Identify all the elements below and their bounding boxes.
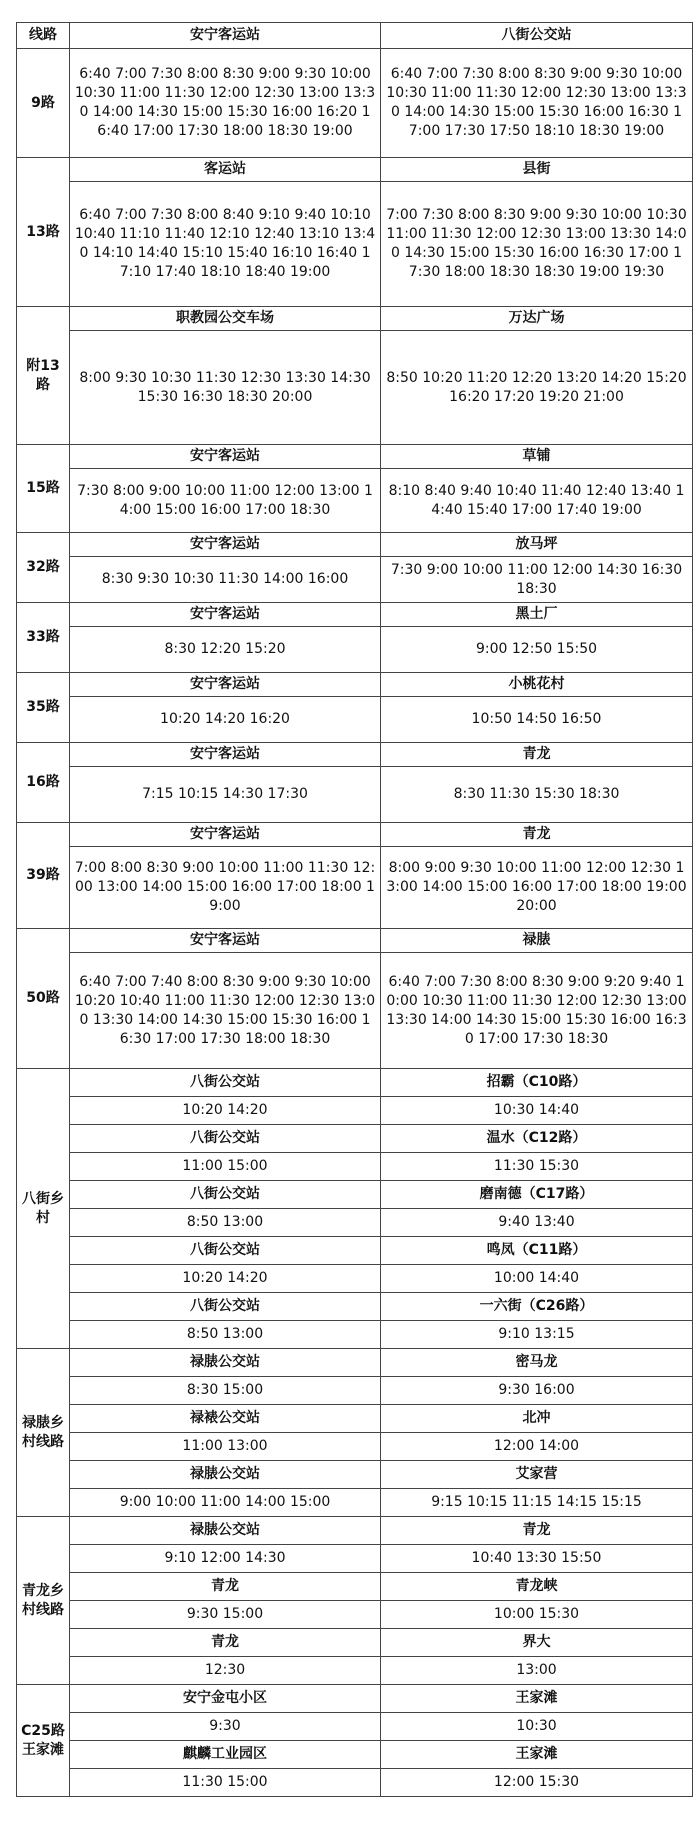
lubiao-times-2-dir2: 9:15 10:15 11:15 14:15 15:15 (381, 1489, 693, 1517)
station-33-dir1: 安宁客运站 (70, 603, 381, 627)
route-name-16: 16路 (17, 743, 70, 823)
bajie-station-2-dir2: 磨南德（C17路） (381, 1181, 693, 1209)
bajie-times-3-dir1: 10:20 14:20 (70, 1265, 381, 1293)
lubiao-times-0-dir1: 8:30 15:00 (70, 1377, 381, 1405)
station-39-dir2: 青龙 (381, 823, 693, 847)
route-name-32: 32路 (17, 533, 70, 603)
bajie-times-0-dir2: 10:30 14:40 (381, 1097, 693, 1125)
qinglong-row-2-times (17, 1657, 693, 1685)
station-33-dir2: 黑土厂 (381, 603, 693, 627)
station-15-dir1: 安宁客运站 (70, 445, 381, 469)
route-row-13a-stations (17, 307, 693, 331)
c25-row-0-times (17, 1713, 693, 1741)
bajie-times-4-dir1: 8:50 13:00 (70, 1321, 381, 1349)
route-row-50-stations (17, 929, 693, 953)
c25-row-1-times (17, 1769, 693, 1797)
station-16-dir1: 安宁客运站 (70, 743, 381, 767)
c25-times-1-dir2: 12:00 15:30 (381, 1769, 693, 1797)
route-header: 线路 (17, 23, 70, 49)
header-row (17, 23, 693, 49)
bajie-station-1-dir2: 温水（C12路） (381, 1125, 693, 1153)
times-33-dir2: 9:00 12:50 15:50 (381, 627, 693, 673)
route-row-39-stations (17, 823, 693, 847)
times-13-dir2: 7:00 7:30 8:00 8:30 9:00 9:30 10:00 10:30 11:00 11:30 12:00 12:30 13:00 13:30 14:00 14:30 15:00 15:30 16:00 16:30 17:00 17:30 18:00 18:30 18:30 19:00 19:30 (381, 182, 693, 307)
c25-row-0-stations (17, 1685, 693, 1713)
route-name-qinglong: 青龙乡村线路 (17, 1517, 70, 1685)
bajie-row-4-times (17, 1321, 693, 1349)
station-50-dir2: 禄脿 (381, 929, 693, 953)
route-name-13a: 附13路 (17, 307, 70, 445)
qinglong-row-0-stations (17, 1517, 693, 1545)
lubiao-times-0-dir2: 9:30 16:00 (381, 1377, 693, 1405)
c25-times-0-dir1: 9:30 (70, 1713, 381, 1741)
route-row-33-times (17, 627, 693, 673)
col1-header: 安宁客运站 (70, 23, 381, 49)
qinglong-times-0-dir2: 10:40 13:30 15:50 (381, 1545, 693, 1573)
times-13a-dir2: 8:50 10:20 11:20 12:20 13:20 14:20 15:20 16:20 17:20 19:20 21:00 (381, 331, 693, 445)
bajie-station-1-dir1: 八街公交站 (70, 1125, 381, 1153)
lubiao-row-0-times (17, 1377, 693, 1405)
route-row-13a-times (17, 331, 693, 445)
bajie-row-1-times (17, 1153, 693, 1181)
station-13a-dir1: 职教园公交车场 (70, 307, 381, 331)
bajie-times-4-dir2: 9:10 13:15 (381, 1321, 693, 1349)
station-15-dir2: 草铺 (381, 445, 693, 469)
c25-times-0-dir2: 10:30 (381, 1713, 693, 1741)
route-row-13-stations (17, 158, 693, 182)
bajie-station-3-dir2: 鸣凤（C11路） (381, 1237, 693, 1265)
route-name-lubiao: 禄脿乡村线路 (17, 1349, 70, 1517)
times-32-dir2: 7:30 9:00 10:00 11:00 12:00 14:30 16:30 18:30 (381, 557, 693, 603)
times-35-dir2: 10:50 14:50 16:50 (381, 697, 693, 743)
station-35-dir1: 安宁客运站 (70, 673, 381, 697)
bajie-station-0-dir1: 八街公交站 (70, 1069, 381, 1097)
lubiao-row-0-stations (17, 1349, 693, 1377)
lubiao-station-1-dir2: 北冲 (381, 1405, 693, 1433)
route-row-15-stations (17, 445, 693, 469)
bajie-row-3-times (17, 1265, 693, 1293)
lubiao-times-1-dir1: 11:00 13:00 (70, 1433, 381, 1461)
bajie-times-1-dir2: 11:30 15:30 (381, 1153, 693, 1181)
qinglong-times-1-dir2: 10:00 15:30 (381, 1601, 693, 1629)
qinglong-station-0-dir1: 禄脿公交站 (70, 1517, 381, 1545)
times-33-dir1: 8:30 12:20 15:20 (70, 627, 381, 673)
lubiao-times-2-dir1: 9:00 10:00 11:00 14:00 15:00 (70, 1489, 381, 1517)
station-13a-dir2: 万达广场 (381, 307, 693, 331)
route-row-50-times (17, 953, 693, 1069)
lubiao-station-0-dir1: 禄脿公交站 (70, 1349, 381, 1377)
qinglong-station-0-dir2: 青龙 (381, 1517, 693, 1545)
station-50-dir1: 安宁客运站 (70, 929, 381, 953)
bajie-station-3-dir1: 八街公交站 (70, 1237, 381, 1265)
times-9-dir2: 6:40 7:00 7:30 8:00 8:30 9:00 9:30 10:00 10:30 11:00 11:30 12:00 12:30 13:00 13:30 14:00 14:30 15:00 15:30 16:00 16:30 17:00 17:30 17:50 18:10 18:30 19:00 (381, 49, 693, 158)
c25-station-0-dir1: 安宁金屯小区 (70, 1685, 381, 1713)
times-16-dir2: 8:30 11:30 15:30 18:30 (381, 767, 693, 823)
qinglong-row-2-stations (17, 1629, 693, 1657)
route-name-bajie: 八街乡村 (17, 1069, 70, 1349)
c25-station-1-dir2: 王家滩 (381, 1741, 693, 1769)
route-row-9 (17, 49, 693, 158)
station-32-dir2: 放马坪 (381, 533, 693, 557)
route-row-32-times (17, 557, 693, 603)
route-name-39: 39路 (17, 823, 70, 929)
bajie-row-2-times (17, 1209, 693, 1237)
qinglong-row-1-times (17, 1601, 693, 1629)
times-39-dir2: 8:00 9:00 9:30 10:00 11:00 12:00 12:30 13:00 14:00 15:00 16:00 17:00 18:00 19:00 20:00 (381, 847, 693, 929)
lubiao-times-1-dir2: 12:00 14:00 (381, 1433, 693, 1461)
c25-station-1-dir1: 麒麟工业园区 (70, 1741, 381, 1769)
route-name-35: 35路 (17, 673, 70, 743)
route-name-50: 50路 (17, 929, 70, 1069)
station-39-dir1: 安宁客运站 (70, 823, 381, 847)
times-35-dir1: 10:20 14:20 16:20 (70, 697, 381, 743)
route-row-15-times (17, 469, 693, 533)
route-row-32-stations (17, 533, 693, 557)
bajie-times-3-dir2: 10:00 14:40 (381, 1265, 693, 1293)
route-row-39-times (17, 847, 693, 929)
route-row-13-times (17, 182, 693, 307)
qinglong-station-2-dir2: 界大 (381, 1629, 693, 1657)
times-15-dir1: 7:30 8:00 9:00 10:00 11:00 12:00 13:00 14:00 15:00 16:00 17:00 18:30 (70, 469, 381, 533)
route-row-33-stations (17, 603, 693, 627)
station-35-dir2: 小桃花村 (381, 673, 693, 697)
bajie-times-2-dir1: 8:50 13:00 (70, 1209, 381, 1237)
bus-schedule-table (16, 22, 693, 1797)
times-39-dir1: 7:00 8:00 8:30 9:00 10:00 11:00 11:30 12:00 13:00 14:00 15:00 16:00 17:00 18:00 19:00 (70, 847, 381, 929)
lubiao-station-0-dir2: 密马龙 (381, 1349, 693, 1377)
qinglong-times-2-dir1: 12:30 (70, 1657, 381, 1685)
c25-station-0-dir2: 王家滩 (381, 1685, 693, 1713)
bajie-row-0-stations (17, 1069, 693, 1097)
bajie-row-3-stations (17, 1237, 693, 1265)
bajie-row-2-stations (17, 1181, 693, 1209)
times-15-dir2: 8:10 8:40 9:40 10:40 11:40 12:40 13:40 14:40 15:40 17:00 17:40 19:00 (381, 469, 693, 533)
route-name-15: 15路 (17, 445, 70, 533)
qinglong-times-0-dir1: 9:10 12:00 14:30 (70, 1545, 381, 1573)
route-row-35-stations (17, 673, 693, 697)
route-name-9: 9路 (17, 49, 70, 158)
station-32-dir1: 安宁客运站 (70, 533, 381, 557)
bajie-station-0-dir2: 招霸（C10路） (381, 1069, 693, 1097)
route-name-33: 33路 (17, 603, 70, 673)
route-row-16-times (17, 767, 693, 823)
qinglong-station-1-dir2: 青龙峡 (381, 1573, 693, 1601)
bajie-station-4-dir2: 一六街（C26路） (381, 1293, 693, 1321)
times-50-dir2: 6:40 7:00 7:30 8:00 8:30 9:00 9:20 9:40 10:00 10:30 11:00 11:30 12:00 12:30 13:00 13:30 14:00 14:30 15:00 15:30 16:00 16:30 17:00 17:30 18:30 (381, 953, 693, 1069)
lubiao-station-2-dir1: 禄脿公交站 (70, 1461, 381, 1489)
bajie-times-2-dir2: 9:40 13:40 (381, 1209, 693, 1237)
qinglong-station-1-dir1: 青龙 (70, 1573, 381, 1601)
bajie-times-0-dir1: 10:20 14:20 (70, 1097, 381, 1125)
times-50-dir1: 6:40 7:00 7:40 8:00 8:30 9:00 9:30 10:00 10:20 10:40 11:00 11:30 12:00 12:30 13:00 13:30 14:00 14:30 15:00 15:30 16:00 16:30 17:00 17:30 18:00 18:30 (70, 953, 381, 1069)
qinglong-row-0-times (17, 1545, 693, 1573)
bajie-row-0-times (17, 1097, 693, 1125)
route-row-35-times (17, 697, 693, 743)
lubiao-row-1-times (17, 1433, 693, 1461)
route-name-c25: C25路王家滩 (17, 1685, 70, 1797)
times-32-dir1: 8:30 9:30 10:30 11:30 14:00 16:00 (70, 557, 381, 603)
times-9-dir1: 6:40 7:00 7:30 8:00 8:30 9:00 9:30 10:00 10:30 11:00 11:30 12:00 12:30 13:00 13:30 14:00 14:30 15:00 15:30 16:00 16:20 16:40 17:00 17:30 18:00 18:30 19:00 (70, 49, 381, 158)
bajie-row-4-stations (17, 1293, 693, 1321)
qinglong-row-1-stations (17, 1573, 693, 1601)
lubiao-station-2-dir2: 艾家营 (381, 1461, 693, 1489)
lubiao-row-2-times (17, 1489, 693, 1517)
lubiao-row-2-stations (17, 1461, 693, 1489)
lubiao-station-1-dir1: 禄裱公交站 (70, 1405, 381, 1433)
times-16-dir1: 7:15 10:15 14:30 17:30 (70, 767, 381, 823)
times-13-dir1: 6:40 7:00 7:30 8:00 8:40 9:10 9:40 10:10 10:40 11:10 11:40 12:10 12:40 13:10 13:40 14:10 14:40 15:10 15:40 16:10 16:40 17:10 17:40 18:10 18:40 19:00 (70, 182, 381, 307)
qinglong-times-2-dir2: 13:00 (381, 1657, 693, 1685)
bajie-station-4-dir1: 八街公交站 (70, 1293, 381, 1321)
schedule-container (16, 22, 692, 1797)
bajie-times-1-dir1: 11:00 15:00 (70, 1153, 381, 1181)
station-16-dir2: 青龙 (381, 743, 693, 767)
qinglong-times-1-dir1: 9:30 15:00 (70, 1601, 381, 1629)
col2-header: 八街公交站 (381, 23, 693, 49)
bajie-station-2-dir1: 八街公交站 (70, 1181, 381, 1209)
route-name-13: 13路 (17, 158, 70, 307)
times-13a-dir1: 8:00 9:30 10:30 11:30 12:30 13:30 14:30 15:30 16:30 18:30 20:00 (70, 331, 381, 445)
c25-times-1-dir1: 11:30 15:00 (70, 1769, 381, 1797)
bajie-row-1-stations (17, 1125, 693, 1153)
c25-row-1-stations (17, 1741, 693, 1769)
route-row-16-stations (17, 743, 693, 767)
station-13-dir1: 客运站 (70, 158, 381, 182)
qinglong-station-2-dir1: 青龙 (70, 1629, 381, 1657)
station-13-dir2: 县街 (381, 158, 693, 182)
lubiao-row-1-stations (17, 1405, 693, 1433)
